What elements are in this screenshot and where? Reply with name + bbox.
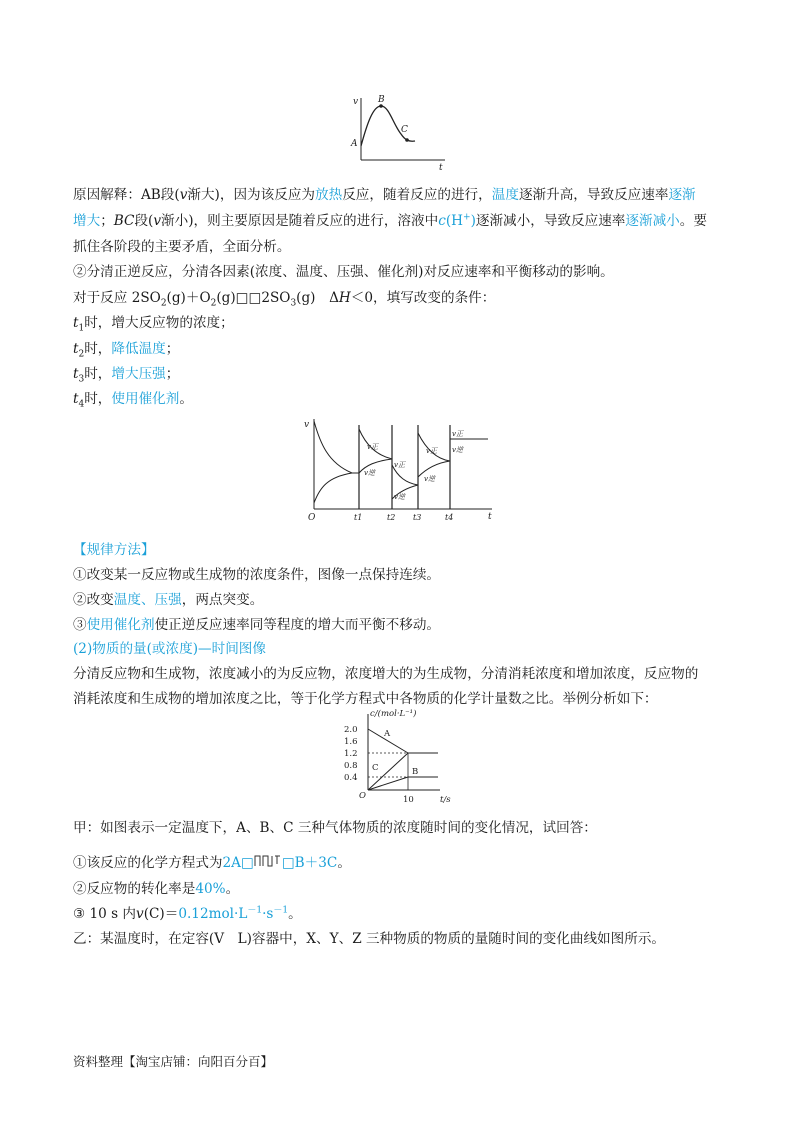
y-axis-label: v: [304, 420, 310, 430]
ytick-1-6: 1.6: [344, 737, 358, 747]
t2-line: $t_2$时，降低温度；: [73, 341, 180, 360]
label-a: A: [351, 139, 358, 149]
para1-line1: 原因解释：AB段(v渐大)，因为该反应为放热反应，随着反应的进行，温度逐渐升高，导致反应速率逐渐: [73, 187, 696, 203]
ytick-1-2: 1.2: [344, 749, 358, 759]
origin-label: O: [359, 791, 366, 801]
item2-text: ②分清正逆反应，分清各因素(浓度、温度、压强、催化剂)对反应速率和平衡移动的影响。: [73, 264, 614, 280]
x-axis-label: t: [439, 163, 443, 173]
tick-t4: t4: [445, 513, 454, 522]
reversible-arrow-icon: [254, 854, 282, 868]
tick-t1: t1: [354, 513, 363, 522]
xtick-10: 10: [403, 795, 414, 805]
concentration-time-figure: [332, 706, 472, 812]
point-c: [405, 138, 409, 142]
label-v-reverse-1: v逆: [364, 469, 375, 477]
t4-line: $t_4$时，使用催化剂。: [73, 391, 193, 410]
q2-line: ②反应物的转化率是40%。: [73, 881, 240, 897]
label-v-forward-1: v正: [367, 443, 378, 451]
label-a: A: [384, 729, 391, 739]
label-c: C: [372, 763, 379, 773]
label-v-forward-4: v正: [452, 430, 463, 438]
yi-text: 乙：某温度时，在定容(V L)容器中，X、Y、Z 三种物质的物质的量随时间的变化曲线如图所示。: [73, 931, 666, 947]
t1-line: $t_1$时，增大反应物的浓度；: [73, 315, 234, 334]
curve-forward-1: [314, 421, 359, 473]
rule-1: ①改变某一反应物或生成物的浓度条件，图像一点保持连续。: [73, 567, 441, 583]
y-axis-label: v: [353, 97, 359, 107]
para1-line2: 增大；BC段(v渐小)，则主要原因是随着反应的进行，溶液中c(H+)逐渐减小，导致反应速率逐渐减小。要: [73, 212, 707, 229]
q1-line: ①该反应的化学方程式为2A□ □B＋3C。: [73, 855, 351, 871]
q3-line: ③ 10 s 内$v(C)=0.12mol\cdot L^{-1}\cdot s^{-1}$。: [73, 905, 302, 922]
reaction-line: 对于反应 $2SO_2(g)+O_2(g)□□2SO_3(g)$ ΔH＜0，填写改变的条件：: [73, 290, 496, 309]
curve-reverse-1: [314, 473, 359, 503]
rule-3: ③使用催化剂使正逆反应速率同等程度的增大而平衡不移动。: [73, 617, 441, 633]
rate-time-figure: [302, 415, 502, 523]
ytick-0-8: 0.8: [344, 761, 358, 771]
y-axis-label: c/(mol·L⁻¹): [370, 709, 417, 719]
rule-2: ②改变温度、压强，两点突变。: [73, 592, 264, 608]
x-axis-label: t/s: [440, 795, 451, 805]
origin-label: O: [308, 513, 316, 523]
label-v-reverse-4: v逆: [452, 446, 463, 454]
label-v-reverse-2: v逆: [394, 493, 405, 501]
ytick-2-0: 2.0: [344, 725, 358, 735]
para3-line1: 分清反应物和生成物，浓度减小的为反应物，浓度增大的为生成物，分清消耗浓度和增加浓度，反应物的: [73, 666, 699, 682]
footer-text: 资料整理【淘宝店铺：向阳百分百】: [73, 1054, 274, 1069]
ytick-0-4: 0.4: [344, 773, 358, 783]
curve-b: [368, 777, 408, 790]
label-b: B: [378, 95, 385, 105]
label-b: B: [412, 767, 419, 777]
label-v-forward-2: v正: [394, 461, 405, 469]
rate-curve-figure: [345, 94, 455, 174]
label-v-forward-3: v正: [426, 447, 437, 455]
rules-title: 【规律方法】: [73, 542, 155, 558]
t3-line: $t_3$时，增大压强；: [73, 366, 180, 385]
label-v-reverse-3: v逆: [424, 475, 435, 483]
tick-t2: t2: [387, 513, 396, 522]
para3-line2: 消耗浓度和生成物的增加浓度之比，等于化学方程式中各物质的化学计量数之比。举例分析如下：: [73, 691, 658, 707]
x-axis-label: t: [488, 512, 492, 522]
jia-text: 甲：如图表示一定温度下，A、B、C 三种气体物质的浓度随时间的变化情况，试回答：: [73, 820, 597, 836]
section-2-heading: (2)物质的量(或浓度)—时间图像: [73, 641, 266, 657]
para1-line3: 抓住各阶段的主要矛盾，全面分析。: [73, 239, 291, 255]
tick-t3: t3: [413, 513, 422, 522]
label-c: C: [401, 125, 408, 135]
